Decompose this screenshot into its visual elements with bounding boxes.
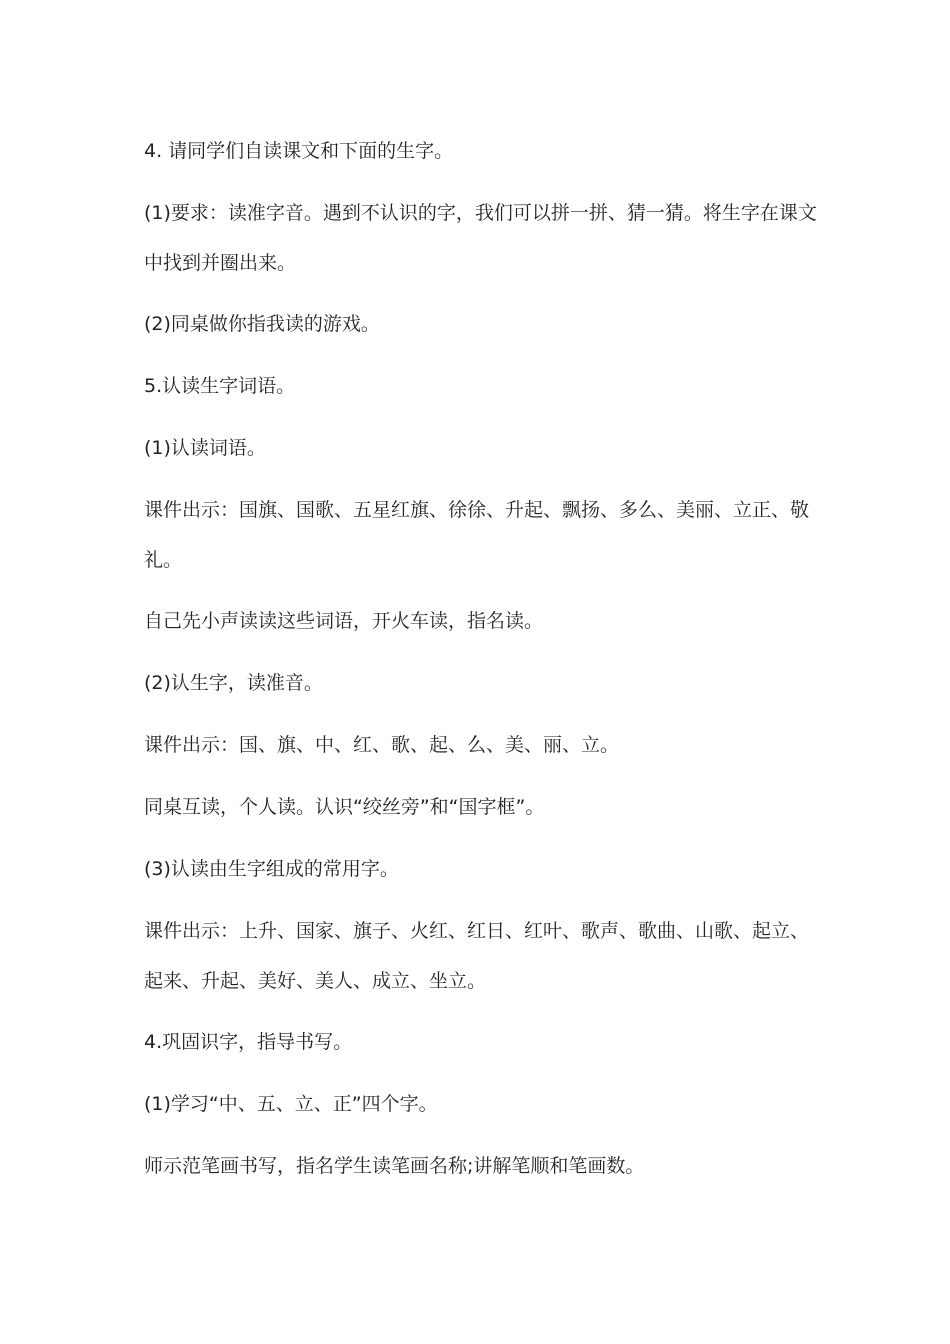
paragraph-read-aloud: 自己先小声读读这些词语，开火车读，指名读。 <box>144 610 544 632</box>
paragraph-common-words: (3)认读由生字组成的常用字。 <box>144 858 399 880</box>
paragraph-teacher-demo: 师示范笔画书写，指名学生读笔画名称;讲解笔顺和笔画数。 <box>144 1155 645 1177</box>
paragraph-courseware-words: 课件出示：国旗、国歌、五星红旗、徐徐、升起、飘扬、多么、美丽、立正、敬礼。 <box>144 499 810 571</box>
paragraph-learn-four-chars: (1)学习“中、五、立、正”四个字。 <box>144 1093 438 1115</box>
paragraph-courseware-chars: 课件出示：国、旗、中、红、歌、起、么、美、丽、立。 <box>144 734 620 756</box>
paragraph-consolidate: 4.巩固识字，指导书写。 <box>144 1031 353 1053</box>
paragraph-courseware-common: 课件出示：上升、国家、旗子、火红、红日、红叶、歌声、歌曲、山歌、起立、起来、升起、美好、美人、成立、坐立。 <box>144 920 810 992</box>
paragraph-radicals: 同桌互读，个人读。认识“绞丝旁”和“国字框”。 <box>144 796 545 818</box>
paragraph-desk-game: (2)同桌做你指我读的游戏。 <box>144 313 380 335</box>
paragraph-read-words: (1)认读词语。 <box>144 437 266 459</box>
paragraph-requirement: (1)要求：读准字音。遇到不认识的字，我们可以拼一拼、猜一猜。将生字在课文中找到并圈出来。 <box>144 202 817 274</box>
paragraph-step-4-read: 4. 请同学们自读课文和下面的生字。 <box>144 140 454 162</box>
paragraph-step-5: 5.认读生字词语。 <box>144 375 296 397</box>
paragraph-recognize-chars: (2)认生字，读准音。 <box>144 672 323 694</box>
